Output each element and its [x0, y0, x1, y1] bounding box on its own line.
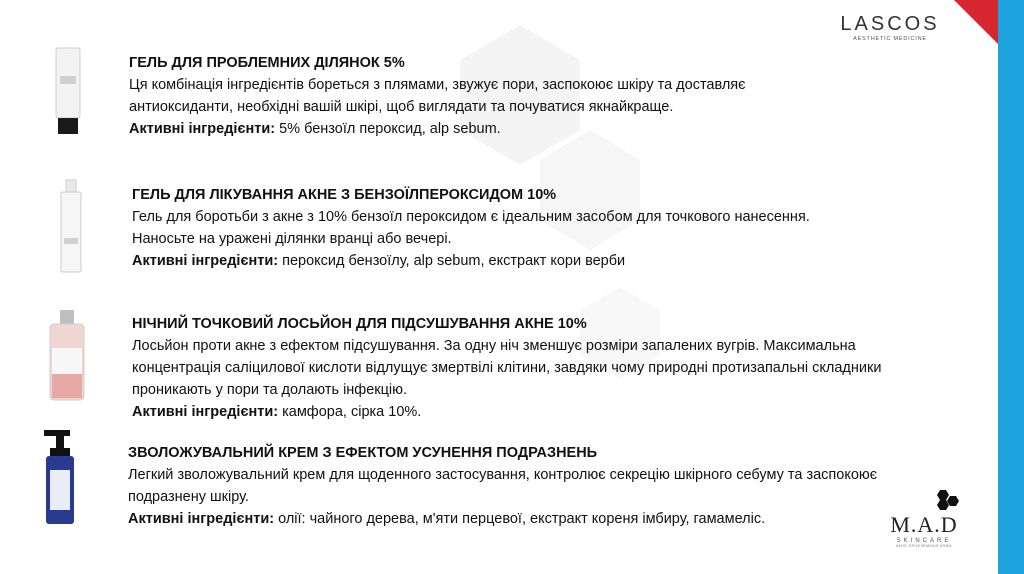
- product-2-title: ГЕЛЬ ДЛЯ ЛІКУВАННЯ АКНЕ З БЕНЗОЇЛПЕРОКСИДОМ 10%: [132, 187, 557, 203]
- mad-logo-text: M.A.D: [890, 512, 958, 537]
- corner-accent-triangle: [954, 0, 998, 44]
- product-1-desc-line-2: антиоксиданти, необхідні вашій шкірі, щоб виглядати та почуватися якнайкраще.: [129, 99, 674, 115]
- product-2-active: [132, 250, 892, 272]
- product-4-image: [36, 428, 86, 528]
- mad-logo-tag: АКНЕ ПРОБЛЕМНАЯ КОЖА: [895, 544, 953, 548]
- product-4-desc-line-1: Легкий зволожувальний крем для щоденного застосування, контролює секрецію шкірного себуму та заспокоює: [128, 467, 878, 483]
- product-1: [129, 52, 829, 140]
- product-2-image: [52, 178, 92, 278]
- product-4-desc-line-2: подразнену шкіру.: [128, 489, 249, 505]
- product-3-active: [132, 401, 962, 423]
- product-4-title: ЗВОЛОЖУВАЛЬНИЙ КРЕМ З ЕФЕКТОМ УСУНЕННЯ ПОДРАЗНЕНЬ: [128, 445, 598, 461]
- product-1-active: [129, 118, 829, 140]
- product-3-image: [42, 308, 92, 408]
- product-1-active-value: 5% бензоїл пероксид, alp sebum.: [275, 121, 501, 137]
- product-3-title: НІЧНИЙ ТОЧКОВИЙ ЛОСЬЙОН ДЛЯ ПІДСУШУВАННЯ АКНЕ 10%: [132, 316, 587, 332]
- logo-text: LASCOS: [840, 13, 940, 35]
- lascos-logo: [830, 12, 950, 42]
- product-3-active-label: Активні інгредієнти:: [132, 404, 279, 420]
- product-2: [132, 184, 892, 272]
- mad-skincare-logo: [884, 512, 964, 548]
- product-1-image: [48, 46, 88, 136]
- product-4-active: [128, 508, 968, 530]
- product-3-desc-line-2: концентрація саліцилової кислоти відлущує змертвілі клітини, завдяки чому природні протизапальні складники: [132, 360, 882, 376]
- product-2-desc-line-1: Гель для боротьби з акне з 10% бензоїл пероксидом є ідеальним засобом для точкового нанесення.: [132, 209, 810, 225]
- product-1-active-label: Активні інгредієнти:: [129, 121, 276, 137]
- mad-logo-sub: SKINCARE: [896, 538, 952, 544]
- product-3: [132, 313, 962, 423]
- product-2-desc-line-2: Наносьте на уражені ділянки вранці або вечері.: [132, 231, 452, 247]
- product-3-desc-line-1: Лосьйон проти акне з ефектом підсушування. За одну ніч зменшує розміри запалених вугрів. Максимальна: [132, 338, 856, 354]
- logo-subtitle: AESTHETIC MEDICINE: [853, 36, 927, 42]
- product-1-title: ГЕЛЬ ДЛЯ ПРОБЛЕМНИХ ДІЛЯНОК 5%: [129, 55, 405, 71]
- product-2-active-value: пероксид бензоїлу, alp sebum, екстракт кори верби: [278, 253, 626, 269]
- mad-hexagon-icon: [932, 488, 962, 512]
- product-4: [128, 442, 968, 530]
- product-4-active-value: олії: чайного дерева, м'яти перцевої, екстракт кореня імбиру, гамамеліс.: [274, 511, 766, 527]
- product-3-active-value: камфора, сірка 10%.: [278, 404, 422, 420]
- product-4-active-label: Активні інгредієнти:: [128, 511, 275, 527]
- right-accent-bar: [998, 0, 1024, 574]
- product-1-desc-line-1: Ця комбінація інгредієнтів бореться з плямами, звужує пори, заспокоює шкіру та доставляє: [129, 77, 746, 93]
- product-3-desc-line-3: проникають у пори та долають інфекцію.: [132, 382, 408, 398]
- product-2-active-label: Активні інгредієнти:: [132, 253, 279, 269]
